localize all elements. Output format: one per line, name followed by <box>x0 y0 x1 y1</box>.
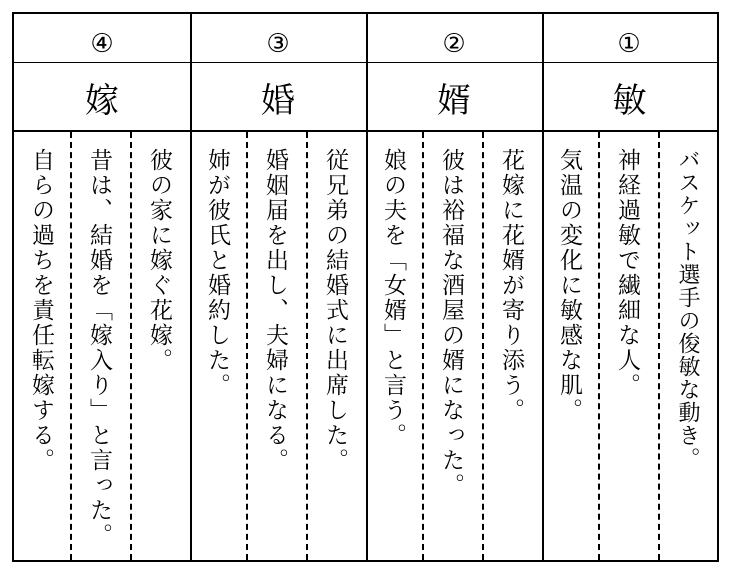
example-sentence: 昔は、結婚を「嫁入り」と言った。 <box>86 148 112 548</box>
example-sentence: 姉が彼氏と婚約した。 <box>204 148 230 398</box>
sentence-divider <box>658 132 660 560</box>
example-sentence: 従兄弟の結婚式に出席した。 <box>322 148 348 473</box>
example-sentence: 自らの過ちを責任転嫁する。 <box>28 148 54 473</box>
sentence-divider <box>482 132 484 560</box>
sentence-divider <box>246 132 248 560</box>
target-kanji: 嫁 <box>85 81 119 121</box>
sentence-divider <box>598 132 600 560</box>
example-sentence: 気温の変化に敏感な肌。 <box>556 148 582 423</box>
sentence-divider <box>306 132 308 560</box>
example-sentence: 神経過敏で繊細な人。 <box>614 148 640 398</box>
example-sentence: 彼の家に嫁ぐ花嫁。 <box>146 148 172 373</box>
item-number: ② <box>442 29 466 59</box>
item-number: ① <box>617 29 641 59</box>
sentence-divider <box>422 132 424 560</box>
example-sentence: 娘の夫を「女婿」と言う。 <box>380 148 406 448</box>
example-sentence: バスケット選手の俊敏な動き。 <box>675 148 700 470</box>
item-number: ④ <box>90 29 114 59</box>
target-kanji: 婚 <box>261 81 295 121</box>
kanji-worksheet-table <box>12 12 719 562</box>
item-number: ③ <box>266 29 290 59</box>
target-kanji: 敏 <box>612 81 647 121</box>
sentence-divider <box>70 132 72 560</box>
example-sentence: 花嫁に花婿が寄り添う。 <box>498 148 524 423</box>
target-kanji: 婿 <box>437 81 471 121</box>
example-sentence: 婚姻届を出し、夫婦になる。 <box>262 148 288 473</box>
sentence-divider <box>130 132 132 560</box>
example-sentence: 彼は裕福な酒屋の婿になった。 <box>438 148 464 498</box>
